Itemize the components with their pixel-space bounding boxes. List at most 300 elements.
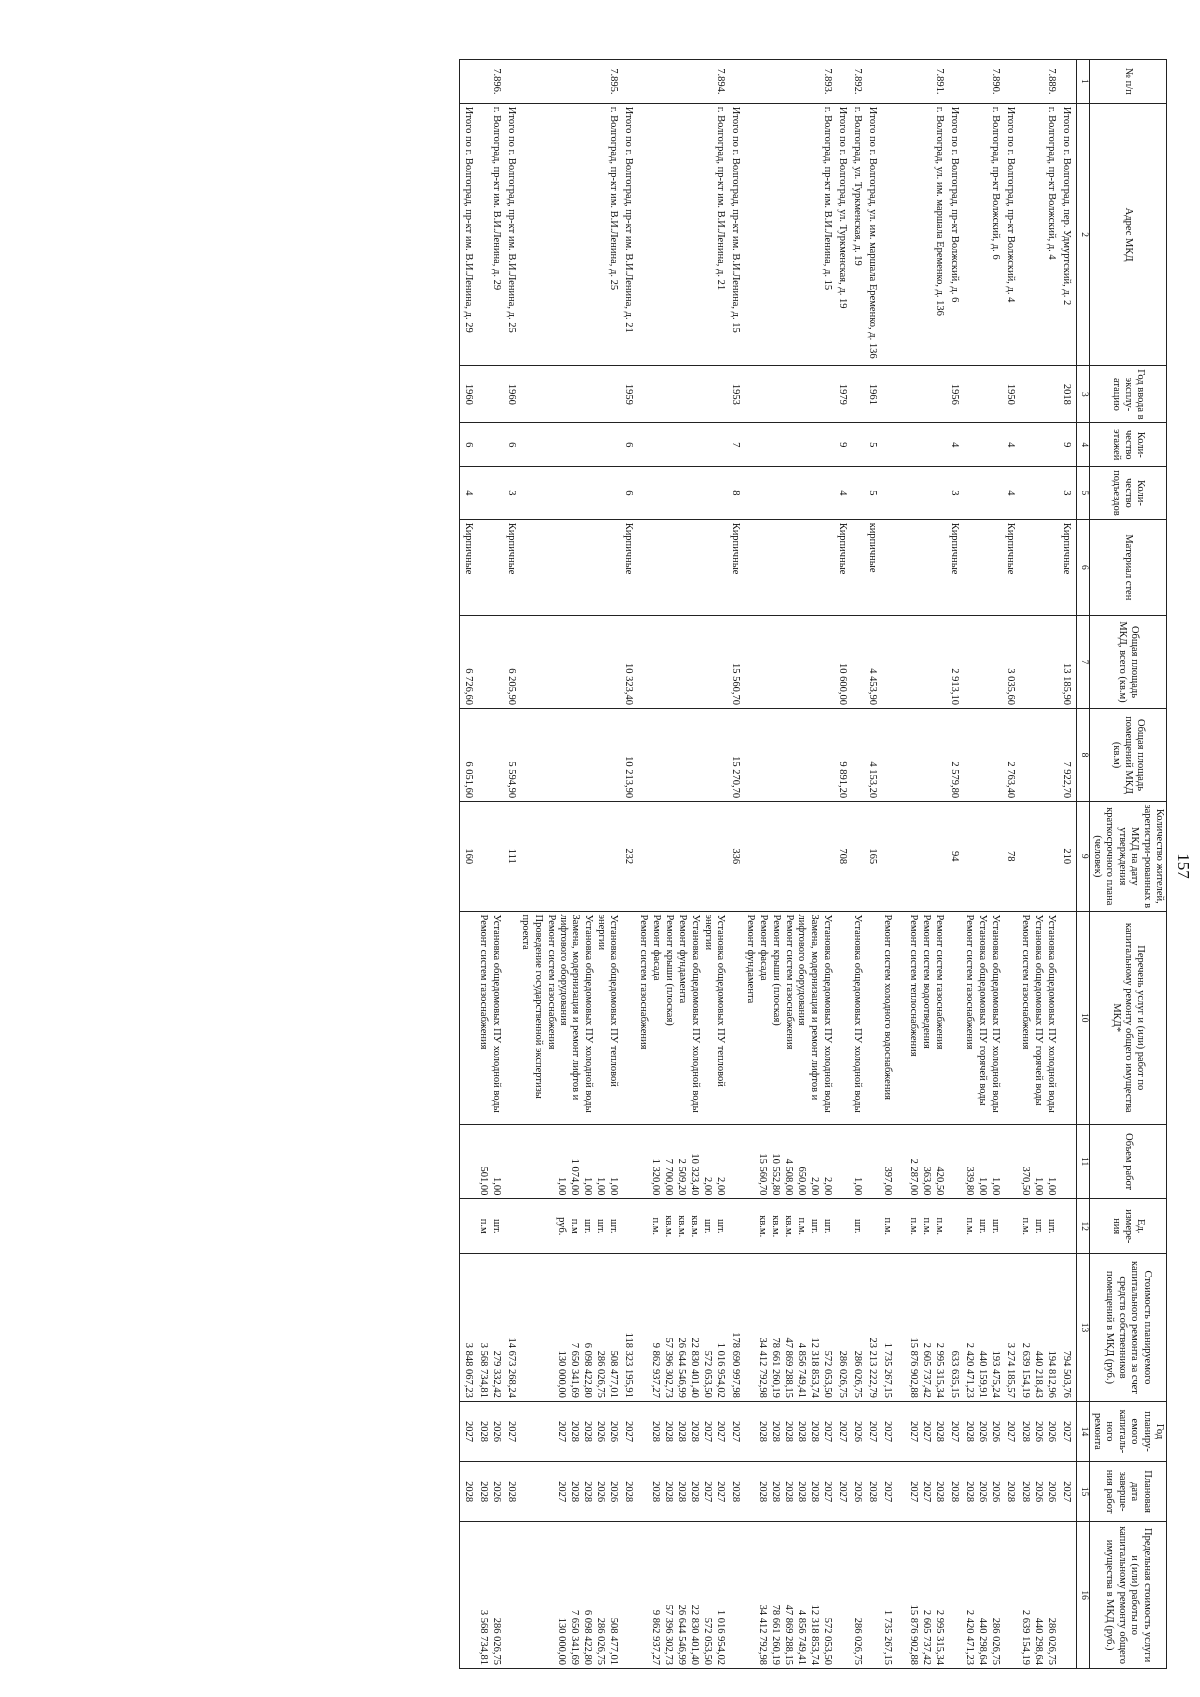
- column-header: Год ввода в эксплу-атацию: [1089, 366, 1166, 423]
- cell-year: [961, 366, 1002, 423]
- cell-num: [946, 60, 961, 104]
- cell-line: шт.: [976, 1218, 988, 1234]
- cell-volume: [475, 1124, 503, 1198]
- address-row: [879, 60, 946, 1669]
- cell-unit: [518, 1199, 620, 1254]
- cell-line: 508 477,01: [608, 1350, 620, 1398]
- cell-residents: [518, 802, 620, 911]
- cell-line: п.м.: [907, 1217, 919, 1235]
- cell-works: [961, 911, 1002, 1124]
- cell-line: 1,00: [976, 1177, 988, 1196]
- cell-line: 2 420 471,23: [963, 1609, 975, 1665]
- column-header: Общая площадь МКД, всего (кв.м): [1089, 616, 1166, 709]
- cell-addr: г. Волгоград, пр-кт им. В.И.Ленина, д. 25: [518, 103, 620, 366]
- cell-line: Ремонт систем газоснабжения: [545, 914, 557, 1050]
- cell-line: шт.: [595, 1218, 607, 1234]
- cell-line: п.м.: [881, 1217, 893, 1235]
- cell-line: 2028: [582, 1420, 594, 1442]
- cell-line: 194 812,96: [1045, 1350, 1057, 1398]
- cell-unit: [864, 1199, 879, 1254]
- cell-unit: [475, 1199, 503, 1254]
- cell-works: [849, 911, 864, 1124]
- cell-ent: 4: [460, 467, 476, 520]
- cell-num: 7.895.: [518, 60, 620, 104]
- cell-line: 286 026,75: [851, 1617, 863, 1665]
- cell-line: 2028: [963, 1481, 975, 1503]
- cell-line: 2028: [478, 1420, 489, 1442]
- cell-num: [727, 60, 742, 104]
- cell-line: 22 830 401,40: [689, 1337, 700, 1398]
- cell-limit: [1058, 1522, 1077, 1669]
- cell-plan-year: [620, 1401, 635, 1461]
- cell-end-year: [961, 1462, 1002, 1522]
- cell-unit: [620, 1199, 635, 1254]
- cell-line: 650,00: [795, 1166, 807, 1196]
- header-row: [1089, 60, 1166, 1669]
- cell-num: 7.893.: [742, 60, 834, 104]
- cell-line: 2028: [650, 1420, 661, 1442]
- cell-line: 2027: [702, 1420, 713, 1442]
- cell-volume: [864, 1124, 879, 1198]
- cell-line: 440 298,64: [1032, 1617, 1044, 1665]
- cell-addr: г. Волгоград, пр-кт Волжский, д. 6: [961, 103, 1002, 366]
- cell-unit: [879, 1199, 946, 1254]
- cell-area-prem: 2 579,80: [946, 709, 961, 802]
- cell-area-prem: [518, 709, 620, 802]
- cell-line: шт.: [491, 1218, 502, 1234]
- cell-line: 26 644 546,99: [676, 1337, 687, 1398]
- cell-area-prem: [1017, 709, 1058, 802]
- cell-line: 57 396 302,73: [663, 1337, 674, 1398]
- cell-area-prem: [849, 709, 864, 802]
- cell-works: [460, 911, 476, 1124]
- cell-year: 1959: [620, 366, 635, 423]
- cell-line: 1 016 954,02: [715, 1609, 726, 1665]
- cell-ent: [879, 467, 946, 520]
- cell-line: 2026: [1045, 1420, 1057, 1442]
- cell-line: 2027: [881, 1481, 893, 1503]
- address-row: [518, 60, 620, 1669]
- cell-area-prem: [635, 709, 727, 802]
- cell-material: [635, 519, 727, 615]
- cell-line: 15 560,70: [756, 1153, 768, 1196]
- cell-line: 22 830 401,40: [689, 1604, 700, 1665]
- column-number: 4: [1076, 423, 1089, 467]
- cell-year: [518, 366, 620, 423]
- cell-line: 1,00: [556, 1177, 568, 1196]
- cell-line: 397,00: [881, 1166, 893, 1196]
- cell-line: 1 074,00: [569, 1158, 581, 1196]
- cell-end-year: [1017, 1462, 1058, 1522]
- column-number: 9: [1076, 802, 1089, 911]
- cell-volume: [1002, 1124, 1017, 1198]
- cell-line: Ремонт систем газоснабжения: [784, 914, 795, 1050]
- cell-line: 7 650 341,69: [569, 1609, 581, 1665]
- cell-cost: [1058, 1254, 1077, 1402]
- cell-volume: [503, 1124, 518, 1198]
- cell-num: [1002, 60, 1017, 104]
- cell-year: 2018: [1058, 366, 1077, 423]
- cell-line: шт.: [608, 1218, 620, 1234]
- cell-area-prem: [961, 709, 1002, 802]
- cell-works: [946, 911, 961, 1124]
- cell-num: [864, 60, 879, 104]
- cell-plan-year: [503, 1401, 518, 1461]
- cell-area-total: [1017, 616, 1058, 709]
- cell-line: 2027: [836, 1420, 848, 1442]
- cell-line: 2027: [1060, 1481, 1072, 1503]
- column-header: Коли-чество этажей: [1089, 423, 1166, 467]
- cell-num: [620, 60, 635, 104]
- cell-line: п.м.: [963, 1217, 975, 1235]
- cell-line: 2026: [1032, 1481, 1044, 1503]
- cell-volume: [620, 1124, 635, 1198]
- cell-line: 2028: [582, 1481, 594, 1503]
- cell-cost: [864, 1254, 879, 1402]
- cell-line: [893, 1405, 906, 1458]
- column-number: 5: [1076, 467, 1089, 520]
- cell-num: [1058, 60, 1077, 104]
- column-number: 13: [1076, 1254, 1089, 1402]
- cell-line: 2027: [907, 1420, 919, 1442]
- address-row: [475, 60, 503, 1669]
- cell-cost: [503, 1254, 518, 1402]
- cell-line: 1 735 267,15: [881, 1609, 893, 1665]
- column-header: № п/п: [1089, 60, 1166, 104]
- cell-line: 2028: [569, 1481, 581, 1503]
- cell-line: Ремонт фундамента: [677, 914, 689, 1004]
- cell-area-total: 2 913,10: [946, 616, 961, 709]
- cell-line: 2028: [795, 1420, 807, 1442]
- cell-ent: [1017, 467, 1058, 520]
- cell-limit: [727, 1522, 742, 1669]
- cell-line: п.м.: [933, 1217, 945, 1235]
- cell-line: 57 396 302,73: [663, 1604, 674, 1665]
- column-header: Материал стен: [1089, 519, 1166, 615]
- cell-floors: 5: [864, 423, 879, 467]
- address-row: [742, 60, 834, 1669]
- cell-line: кв.м.: [756, 1215, 768, 1238]
- cell-ent: 3: [946, 467, 961, 520]
- cell-plan-year: [1058, 1401, 1077, 1461]
- cell-line: 15 876 902,88: [907, 1604, 919, 1665]
- cell-area-total: 13 185,90: [1058, 616, 1077, 709]
- cell-line: 508 477,01: [608, 1617, 620, 1665]
- cell-line: 2028: [689, 1481, 700, 1503]
- cell-line: Ремонт систем газоснабжения: [638, 914, 650, 1050]
- cell-year: 1960: [460, 366, 476, 423]
- cell-line: 193 475,24: [989, 1350, 1001, 1398]
- cell-line: 2027: [1004, 1420, 1016, 1442]
- cell-floors: 9: [1058, 423, 1077, 467]
- cell-line: 4 508,00: [782, 1158, 794, 1196]
- column-number: 15: [1076, 1462, 1089, 1522]
- cell-line: Ремонт систем водоотведения: [920, 914, 932, 1049]
- column-number: 12: [1076, 1199, 1089, 1254]
- cell-works: [834, 911, 849, 1124]
- cell-residents: 708: [834, 802, 849, 911]
- cell-plan-year: [946, 1401, 961, 1461]
- cell-end-year: [849, 1462, 864, 1522]
- cell-area-total: 10 323,40: [620, 616, 635, 709]
- cell-unit: [849, 1199, 864, 1254]
- cell-line: 15 876 902,88: [907, 1337, 919, 1398]
- cell-line: 178 690 997,98: [730, 1332, 741, 1398]
- cell-line: п.м.: [920, 1217, 932, 1235]
- cell-addr: Итого по г. Волгоград, пр-кт Волжский, д. 6: [946, 103, 961, 366]
- cell-limit: [620, 1522, 635, 1669]
- cell-addr: Итого по г. Волгоград, пер. Удмуртский, д. 2: [1058, 103, 1077, 366]
- cell-ent: [742, 467, 834, 520]
- cell-line: Установка общедомовых ПУ холодной воды: [690, 914, 702, 1113]
- cell-line: 2027: [1060, 1420, 1072, 1442]
- cell-line: шт.: [715, 1218, 726, 1234]
- cell-line: 6 098 422,80: [582, 1609, 594, 1665]
- cell-line: Ремонт систем газоснабжения: [478, 914, 489, 1050]
- cell-floors: 6: [620, 423, 635, 467]
- cell-line: 2028: [963, 1420, 975, 1442]
- cell-line: 286 026,75: [595, 1617, 607, 1665]
- column-header: Стоимость планируемого капитального ремонта за счет средств собственников помещений в МКД (руб.): [1089, 1254, 1166, 1402]
- cell-end-year: [635, 1462, 727, 1522]
- cell-ent: [635, 467, 727, 520]
- cell-line: 12 318 853,74: [808, 1337, 820, 1398]
- cell-line: 2027: [920, 1420, 932, 1442]
- cell-line: 26 644 546,99: [676, 1604, 687, 1665]
- cell-area-total: 6 726,60: [460, 616, 476, 709]
- column-header: Количество жителей, зарегистри-рованных в МКД на дату утверждения краткосрочного плана (человек): [1089, 802, 1166, 911]
- cell-line: Установка общедомовых ПУ холодной воды: [989, 914, 1001, 1113]
- total-row: [1058, 60, 1077, 1669]
- cell-area-total: [849, 616, 864, 709]
- cell-line: 3 274 185,57: [1004, 1342, 1016, 1398]
- cell-year: [849, 366, 864, 423]
- capital-repair-table: [459, 59, 1167, 1669]
- cell-line: шт.: [1032, 1218, 1044, 1234]
- cell-line: кв.м.: [769, 1215, 781, 1238]
- cell-material: Кирпичные: [460, 519, 476, 615]
- cell-line: 2026: [1045, 1481, 1057, 1503]
- cell-line: 34 412 792,98: [756, 1337, 768, 1398]
- cell-line: 2028: [569, 1420, 581, 1442]
- cell-line: 2028: [730, 1481, 741, 1503]
- cell-limit: [475, 1522, 503, 1669]
- cell-end-year: [879, 1462, 946, 1522]
- cell-unit: [727, 1199, 742, 1254]
- cell-line: 2026: [595, 1481, 607, 1503]
- cell-ent: [475, 467, 503, 520]
- cell-line: 2,00: [702, 1177, 713, 1196]
- cell-end-year: [742, 1462, 834, 1522]
- cell-line: кв.м.: [663, 1215, 674, 1238]
- cell-area-total: [518, 616, 620, 709]
- cell-line: 2027: [556, 1420, 568, 1442]
- cell-volume: [460, 1124, 476, 1198]
- cell-line: 2028: [808, 1420, 820, 1442]
- cell-volume: [1058, 1124, 1077, 1198]
- cell-line: 14 673 268,24: [506, 1337, 517, 1398]
- cell-line: 2027: [506, 1420, 517, 1442]
- cell-line: 2028: [769, 1481, 781, 1503]
- cell-material: Кирпичные: [946, 519, 961, 615]
- cell-year: 1950: [1002, 366, 1017, 423]
- column-header: Предельная стоимость услуги и (или) работы по капитальному ремонту общего имущества в МКД (руб.): [1089, 1522, 1166, 1669]
- cell-line: 2027: [702, 1481, 713, 1503]
- cell-residents: [635, 802, 727, 911]
- cell-plan-year: [518, 1401, 620, 1461]
- cell-line: 2027: [866, 1420, 878, 1442]
- cell-line: 2027: [623, 1420, 635, 1442]
- cell-addr: Итого по г. Волгоград, ул. Туркменская, д. 19: [834, 103, 849, 366]
- cell-line: 1 016 954,02: [715, 1342, 726, 1398]
- table-header: [1076, 60, 1166, 1669]
- cell-year: [879, 366, 946, 423]
- cell-line: 2028: [663, 1420, 674, 1442]
- cell-residents: [879, 802, 946, 911]
- cell-volume: [518, 1124, 620, 1198]
- cell-line: Установка общедомовых ПУ холодной воды: [583, 914, 595, 1113]
- cell-addr: Итого по г. Волгоград, пр-кт им. В.И.Ленина, д. 21: [620, 103, 635, 366]
- cell-line: 130 000,00: [556, 1617, 568, 1665]
- cell-cost: [475, 1254, 503, 1402]
- cell-line: [893, 1525, 906, 1665]
- cell-ent: 6: [620, 467, 635, 520]
- cell-year: [1017, 366, 1058, 423]
- cell-line: 2028: [1004, 1481, 1016, 1503]
- cell-addr: Итого по г. Волгоград, пр-кт им. В.И.Ленина, д. 25: [503, 103, 518, 366]
- cell-year: 1961: [864, 366, 879, 423]
- cell-area-prem: 5 594,90: [503, 709, 518, 802]
- cell-line: 2 639 154,19: [1019, 1609, 1031, 1665]
- cell-residents: [475, 802, 503, 911]
- cell-works: [620, 911, 635, 1124]
- cell-material: Кирпичные: [1002, 519, 1017, 615]
- cell-line: 2026: [976, 1481, 988, 1503]
- address-row: [961, 60, 1002, 1669]
- cell-line: 2028: [933, 1420, 945, 1442]
- cell-line: Ремонт фундамента: [745, 914, 756, 1004]
- cell-num: 7.890.: [961, 60, 1002, 104]
- cell-line: 9 862 937,27: [650, 1609, 661, 1665]
- cell-line: 2,00: [821, 1177, 833, 1196]
- cell-line: 2,00: [808, 1177, 820, 1196]
- cell-line: кв.м.: [782, 1215, 794, 1238]
- cell-cost: [742, 1254, 834, 1402]
- cell-unit: [503, 1199, 518, 1254]
- cell-line: Замена, модернизация и ремонт лифтов и лифтового оборудования: [558, 914, 582, 1101]
- cell-cost: [727, 1254, 742, 1402]
- column-number: 6: [1076, 519, 1089, 615]
- cell-line: 279 332,42: [491, 1350, 502, 1398]
- cell-line: 2027: [556, 1481, 568, 1503]
- cell-limit: [834, 1522, 849, 1669]
- cell-ent: [518, 467, 620, 520]
- cell-line: 2028: [463, 1481, 474, 1503]
- cell-line: шт.: [851, 1218, 863, 1234]
- cell-plan-year: [460, 1401, 476, 1461]
- cell-material: [849, 519, 864, 615]
- cell-line: п.м.: [795, 1217, 807, 1235]
- cell-line: 3 568 734,81: [478, 1342, 489, 1398]
- cell-area-prem: 4 153,20: [864, 709, 879, 802]
- cell-floors: 4: [1002, 423, 1017, 467]
- cell-line: 47 869 288,15: [782, 1604, 794, 1665]
- cell-line: 3 568 734,81: [478, 1609, 489, 1665]
- cell-line: 2028: [756, 1420, 768, 1442]
- cell-area-prem: [879, 709, 946, 802]
- total-row: [946, 60, 961, 1669]
- cell-line: 370,50: [1019, 1166, 1031, 1196]
- cell-limit: [1017, 1522, 1058, 1669]
- cell-line: 1 735 267,15: [881, 1342, 893, 1398]
- cell-material: Кирпичные: [727, 519, 742, 615]
- cell-floors: 4: [946, 423, 961, 467]
- cell-line: Установка общедомовых ПУ холодной воды: [821, 914, 833, 1113]
- cell-line: п.м.: [1019, 1217, 1031, 1235]
- cell-line: п.м.: [650, 1217, 661, 1235]
- cell-material: Кирпичные: [620, 519, 635, 615]
- column-number: 8: [1076, 709, 1089, 802]
- cell-line: п.м: [569, 1218, 581, 1234]
- cell-year: 1953: [727, 366, 742, 423]
- cell-line: 2028: [948, 1481, 960, 1503]
- cell-cost: [961, 1254, 1002, 1402]
- cell-end-year: [460, 1462, 476, 1522]
- cell-line: 2027: [463, 1420, 474, 1442]
- cell-addr: г. Волгоград, пр-кт им. В.И.Ленина, д. 21: [635, 103, 727, 366]
- cell-num: 7.889.: [1017, 60, 1058, 104]
- cell-works: [727, 911, 742, 1124]
- cell-cost: [518, 1254, 620, 1402]
- cell-plan-year: [635, 1401, 727, 1461]
- cell-line: 794 503,76: [1060, 1350, 1072, 1398]
- cell-area-total: [475, 616, 503, 709]
- cell-ent: 5: [864, 467, 879, 520]
- cell-line: 9 862 937,27: [650, 1342, 661, 1398]
- cell-floors: [635, 423, 727, 467]
- cell-end-year: [475, 1462, 503, 1522]
- cell-material: Кирпичные: [1058, 519, 1077, 615]
- cell-plan-year: [1002, 1401, 1017, 1461]
- cell-line: кв.м.: [676, 1215, 687, 1238]
- cell-num: [503, 60, 518, 104]
- cell-line: 2 420 471,23: [963, 1342, 975, 1398]
- cell-line: 1,00: [989, 1177, 1001, 1196]
- cell-unit: [834, 1199, 849, 1254]
- cell-line: 2026: [595, 1420, 607, 1442]
- cell-unit: [1058, 1199, 1077, 1254]
- cell-line: [893, 915, 906, 1121]
- cell-area-prem: [742, 709, 834, 802]
- cell-line: 501,00: [478, 1166, 489, 1196]
- cell-limit: [1002, 1522, 1017, 1669]
- cell-line: 286 026,75: [491, 1617, 502, 1665]
- cell-volume: [834, 1124, 849, 1198]
- cell-works: [742, 911, 834, 1124]
- cell-line: 2 605 737,42: [920, 1609, 932, 1665]
- cell-cost: [620, 1254, 635, 1402]
- column-header: Перечень услуг и (или) работ по капитальному ремонту общего имущества МКД*: [1089, 911, 1166, 1124]
- cell-area-total: [742, 616, 834, 709]
- cell-line: 2028: [756, 1481, 768, 1503]
- cell-line: 130 000,00: [556, 1350, 568, 1398]
- cell-line: Ремонт крыши (плоская): [664, 914, 676, 1026]
- cell-line: Проведение государственной экспертизы проекта: [520, 914, 544, 1099]
- cell-line: 10 323,40: [689, 1153, 700, 1196]
- cell-volume: [879, 1124, 946, 1198]
- cell-residents: 165: [864, 802, 879, 911]
- cell-line: 78 661 260,19: [769, 1337, 781, 1398]
